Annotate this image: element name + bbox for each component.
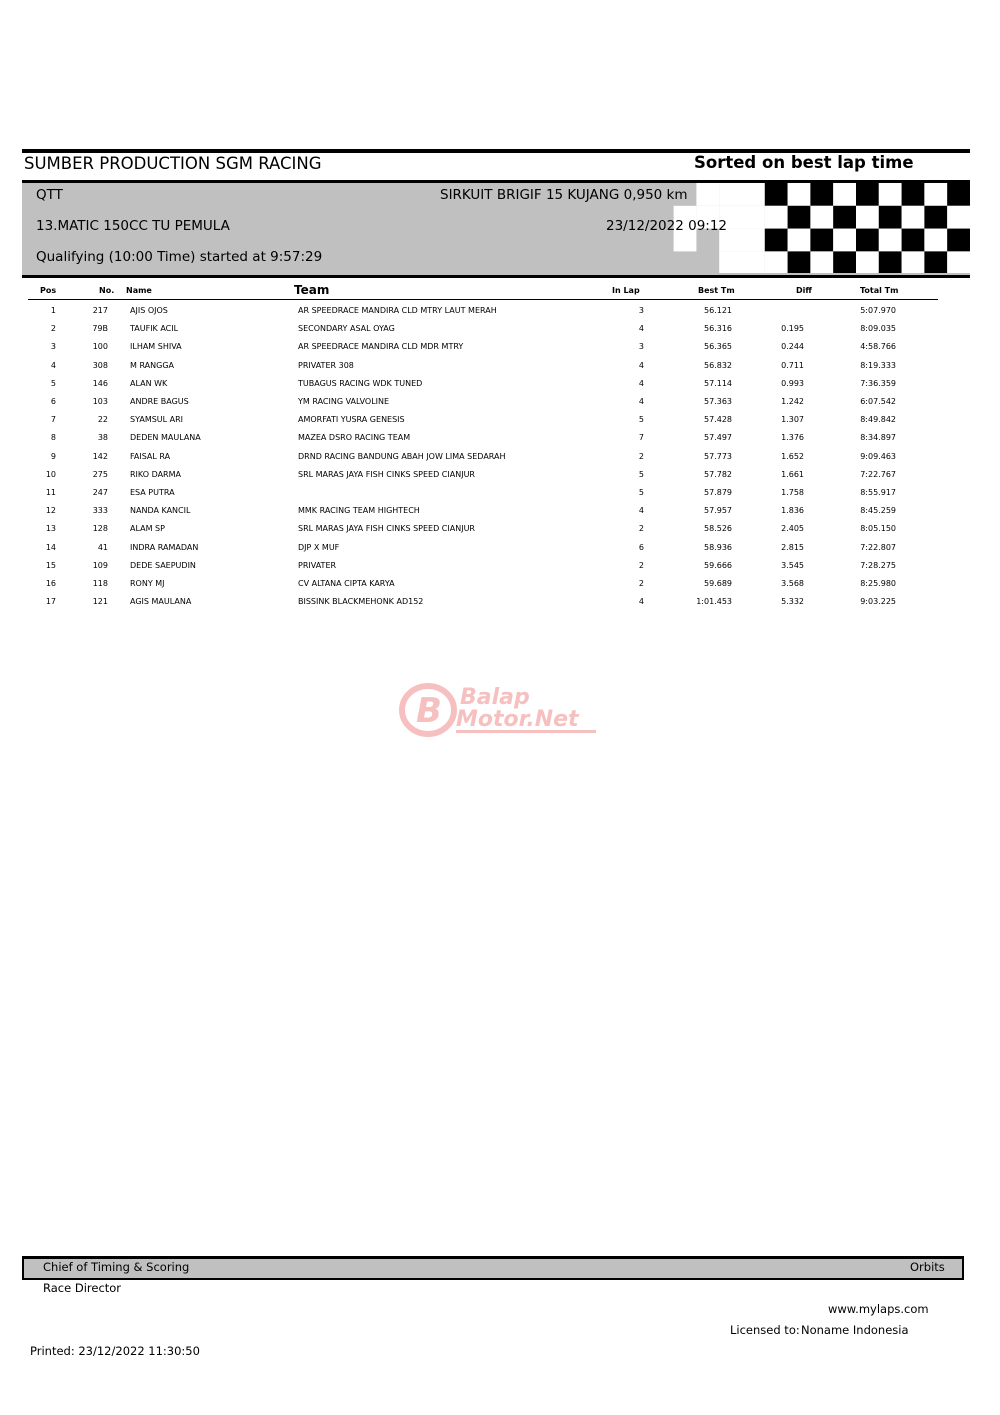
licensed-to-label: Licensed to: <box>730 1323 800 1337</box>
table-row <box>0 397 1000 415</box>
number-cell: 103 <box>92 397 108 406</box>
checker-cell <box>902 251 925 273</box>
total-time-cell: 7:28.275 <box>860 560 896 570</box>
table-row <box>0 597 1000 615</box>
chief-of-timing-label: Chief of Timing & Scoring <box>43 1260 190 1274</box>
checker-cell <box>742 183 765 206</box>
table-row <box>0 342 1000 360</box>
in-lap-cell: 7 <box>638 433 644 443</box>
in-lap-cell: 6 <box>638 542 644 552</box>
in-lap-cell: 2 <box>638 560 644 570</box>
checker-cell <box>742 251 765 273</box>
team-cell: SRL MARAS JAYA FISH CINKS SPEED CIANJUR <box>298 524 475 534</box>
checker-cell <box>879 183 902 206</box>
checker-cell <box>742 206 765 229</box>
position-cell: 2 <box>50 324 56 334</box>
checker-cell <box>765 206 788 229</box>
total-time-cell: 8:05.150 <box>860 524 896 534</box>
table-row <box>0 415 1000 433</box>
diff-cell: 0.711 <box>781 360 804 370</box>
rider-name-cell: TAUFIK ACIL <box>130 324 179 334</box>
checker-cell <box>879 229 902 252</box>
team-cell: AR SPEEDRACE MANDIRA CLD MDR MTRY <box>298 342 464 352</box>
team-cell: TUBAGUS RACING WDK TUNED <box>298 378 423 388</box>
in-lap-cell: 4 <box>638 397 644 406</box>
table-row <box>0 543 1000 561</box>
number-cell: 128 <box>92 524 108 534</box>
best-time-cell: 56.121 <box>704 306 732 315</box>
team-cell: MAZEA DSRO RACING TEAM <box>298 433 411 443</box>
best-time-cell: 56.316 <box>704 324 732 334</box>
checker-cell <box>810 206 833 229</box>
website-label: www.mylaps.com <box>828 1302 929 1316</box>
diff-cell: 2.405 <box>781 524 804 534</box>
number-cell: 247 <box>92 488 108 497</box>
number-cell: 118 <box>92 579 108 588</box>
checker-cell <box>742 229 765 252</box>
checker-cell <box>833 251 856 273</box>
checker-cell <box>788 251 811 273</box>
checker-cell <box>856 229 879 252</box>
rider-name-cell: AGIS MAULANA <box>130 597 192 607</box>
position-cell: 3 <box>50 342 56 352</box>
checker-cell <box>947 229 970 252</box>
column-header-team: Team <box>294 283 330 297</box>
in-lap-cell: 4 <box>638 506 644 516</box>
team-cell: MMK RACING TEAM HIGHTECH <box>298 506 420 516</box>
position-cell: 1 <box>50 306 56 315</box>
best-time-cell: 59.666 <box>704 560 732 570</box>
organizer-title: SUMBER PRODUCTION SGM RACING <box>24 154 322 173</box>
checker-cell <box>947 206 970 229</box>
race-director-label: Race Director <box>43 1281 122 1295</box>
checker-cell <box>902 183 925 206</box>
checker-cell <box>788 229 811 252</box>
column-header-best: Best Tm <box>698 286 735 295</box>
diff-cell: 1.836 <box>781 506 804 516</box>
best-time-cell: 57.363 <box>704 397 732 406</box>
checker-cell <box>765 183 788 206</box>
team-cell: PRIVATER 308 <box>298 360 354 370</box>
checker-cell <box>833 206 856 229</box>
best-time-cell: 1:01.453 <box>696 597 732 607</box>
best-time-cell: 57.879 <box>704 488 732 497</box>
diff-cell: 1.652 <box>781 451 804 461</box>
sort-note: Sorted on best lap time <box>694 153 914 172</box>
checker-cell <box>947 183 970 206</box>
column-header-in-lap: In Lap <box>612 286 640 295</box>
rider-name-cell: DEDEN MAULANA <box>130 433 201 443</box>
checker-cell <box>788 206 811 229</box>
table-row <box>0 306 1000 324</box>
number-cell: 217 <box>92 306 108 315</box>
number-cell: 121 <box>92 597 108 607</box>
rider-name-cell: ALAM SP <box>130 524 165 534</box>
checker-cell <box>856 183 879 206</box>
checker-cell <box>810 251 833 273</box>
rider-name-cell: NANDA KANCIL <box>130 506 191 516</box>
in-lap-cell: 5 <box>638 469 644 479</box>
position-cell: 5 <box>50 378 56 388</box>
diff-cell: 3.545 <box>781 560 804 570</box>
team-cell: SRL MARAS JAYA FISH CINKS SPEED CIANJUR <box>298 469 475 479</box>
watermark-line2: Motor.Net <box>456 707 579 732</box>
total-time-cell: 4:58.766 <box>860 342 896 352</box>
watermark-line1: Balap <box>460 685 530 710</box>
checker-cell <box>856 206 879 229</box>
position-cell: 8 <box>50 433 56 443</box>
number-cell: 41 <box>97 542 108 552</box>
in-lap-cell: 4 <box>638 360 644 370</box>
team-cell: PRIVATER <box>298 560 337 570</box>
best-time-cell: 57.773 <box>704 451 732 461</box>
in-lap-cell: 4 <box>638 324 644 334</box>
checker-cell <box>902 229 925 252</box>
diff-cell: 0.195 <box>781 324 804 334</box>
number-cell: 22 <box>97 415 108 425</box>
rider-name-cell: AJIS OJOS <box>130 306 168 315</box>
rider-name-cell: SYAMSUL ARI <box>130 415 184 425</box>
total-time-cell: 7:22.767 <box>860 469 896 479</box>
in-lap-cell: 2 <box>638 579 644 588</box>
total-time-cell: 8:25.980 <box>860 579 896 588</box>
in-lap-cell: 4 <box>638 597 644 607</box>
team-cell: YM RACING VALVOLINE <box>298 397 390 406</box>
checker-cell <box>924 183 947 206</box>
checker-cell <box>810 183 833 206</box>
number-cell: 333 <box>92 506 108 516</box>
checker-cell <box>833 183 856 206</box>
total-time-cell: 9:09.463 <box>860 451 896 461</box>
table-row <box>0 452 1000 470</box>
total-time-cell: 8:55.917 <box>860 488 896 497</box>
in-lap-cell: 2 <box>638 451 644 461</box>
diff-cell: 0.244 <box>781 342 804 352</box>
best-time-cell: 58.526 <box>704 524 732 534</box>
team-cell: DRND RACING BANDUNG ABAH JOW LIMA SEDARAH <box>298 451 506 461</box>
number-cell: 109 <box>92 560 108 570</box>
total-time-cell: 9:03.225 <box>860 597 896 607</box>
rider-name-cell: M RANGGA <box>130 360 175 370</box>
diff-cell: 1.661 <box>781 469 804 479</box>
checker-cell <box>765 229 788 252</box>
session-info: Qualifying (10:00 Time) started at 9:57:29 <box>36 249 323 265</box>
best-time-cell: 57.782 <box>704 469 732 479</box>
session-code: QTT <box>36 187 63 203</box>
rider-name-cell: INDRA RAMADAN <box>130 542 199 552</box>
position-cell: 12 <box>45 506 56 516</box>
total-time-cell: 8:45.259 <box>860 506 896 516</box>
licensee-name: Noname Indonesia <box>801 1323 909 1337</box>
checker-cell <box>833 229 856 252</box>
table-row <box>0 506 1000 524</box>
table-row <box>0 433 1000 451</box>
table-row <box>0 379 1000 397</box>
checker-cell <box>788 183 811 206</box>
rider-name-cell: ESA PUTRA <box>130 488 175 497</box>
diff-cell: 1.307 <box>781 415 804 425</box>
checker-cell <box>696 183 719 206</box>
number-cell: 146 <box>92 378 108 388</box>
best-time-cell: 59.689 <box>704 579 732 588</box>
position-cell: 14 <box>45 542 56 552</box>
total-time-cell: 7:36.359 <box>860 378 896 388</box>
table-row <box>0 488 1000 506</box>
diff-cell: 1.758 <box>781 488 804 497</box>
number-cell: 308 <box>92 360 108 370</box>
table-row <box>0 561 1000 579</box>
printed-timestamp: Printed: 23/12/2022 11:30:50 <box>30 1344 200 1358</box>
team-cell: CV ALTANA CIPTA KARYA <box>298 579 395 588</box>
in-lap-cell: 2 <box>638 524 644 534</box>
total-time-cell: 8:19.333 <box>860 360 896 370</box>
watermark-logo <box>398 678 603 738</box>
team-cell: DJP X MUF <box>298 542 340 552</box>
team-cell: AR SPEEDRACE MANDIRA CLD MTRY LAUT MERAH <box>298 306 497 315</box>
checker-cell <box>719 251 742 273</box>
header-underline <box>28 299 938 300</box>
in-lap-cell: 5 <box>638 415 644 425</box>
in-lap-cell: 4 <box>638 378 644 388</box>
rider-name-cell: RONY MJ <box>130 579 165 588</box>
session-datetime: 23/12/2022 09:12 <box>606 218 728 234</box>
position-cell: 4 <box>50 360 56 370</box>
checker-cell <box>902 206 925 229</box>
rider-name-cell: ALAN WK <box>130 378 168 388</box>
position-cell: 17 <box>45 597 56 607</box>
position-cell: 15 <box>45 560 56 570</box>
total-time-cell: 7:22.807 <box>860 542 896 552</box>
best-time-cell: 57.957 <box>704 506 732 516</box>
checker-cell <box>924 206 947 229</box>
table-row <box>0 524 1000 542</box>
diff-cell: 2.815 <box>781 542 804 552</box>
position-cell: 7 <box>50 415 56 425</box>
checker-cell <box>924 229 947 252</box>
in-lap-cell: 3 <box>638 342 644 352</box>
rider-name-cell: ILHAM SHIVA <box>130 342 182 352</box>
best-time-cell: 57.114 <box>704 378 732 388</box>
rider-name-cell: ANDRE BAGUS <box>130 397 189 406</box>
rider-name-cell: DEDE SAEPUDIN <box>130 560 196 570</box>
team-cell: SECONDARY ASAL OYAG <box>298 324 395 334</box>
best-time-cell: 56.365 <box>704 342 732 352</box>
best-time-cell: 57.497 <box>704 433 732 443</box>
table-row <box>0 579 1000 597</box>
checker-cell <box>879 251 902 273</box>
diff-cell: 1.242 <box>781 397 804 406</box>
position-cell: 10 <box>45 469 56 479</box>
checker-cell <box>947 251 970 273</box>
column-header-pos: Pos <box>40 286 57 295</box>
rider-name-cell: RIKO DARMA <box>130 469 181 479</box>
orbits-label: Orbits <box>910 1260 945 1274</box>
in-lap-cell: 3 <box>638 306 644 315</box>
number-cell: 100 <box>92 342 108 352</box>
diff-cell: 5.332 <box>781 597 804 607</box>
total-time-cell: 8:49.842 <box>860 415 896 425</box>
position-cell: 13 <box>45 524 56 534</box>
team-cell: AMORFATI YUSRA GENESIS <box>298 415 405 425</box>
column-header-total: Total Tm <box>860 286 899 295</box>
svg-text:B: B <box>416 691 442 731</box>
best-time-cell: 58.936 <box>704 542 732 552</box>
circuit-name: SIRKUIT BRIGIF 15 KUJANG 0,950 km <box>440 187 688 203</box>
table-row <box>0 470 1000 488</box>
checker-cell <box>879 206 902 229</box>
number-cell: 142 <box>92 451 108 461</box>
column-header-diff: Diff <box>796 286 812 295</box>
table-row <box>0 361 1000 379</box>
diff-cell: 1.376 <box>781 433 804 443</box>
diff-cell: 0.993 <box>781 378 804 388</box>
number-cell: 79B <box>92 324 108 334</box>
class-name: 13.MATIC 150CC TU PEMULA <box>36 218 230 234</box>
checker-cell <box>810 229 833 252</box>
position-cell: 16 <box>45 579 56 588</box>
best-time-cell: 56.832 <box>704 360 732 370</box>
checker-cell <box>719 183 742 206</box>
total-time-cell: 8:34.897 <box>860 433 896 443</box>
column-header-no: No. <box>99 286 115 295</box>
position-cell: 11 <box>45 488 56 497</box>
team-cell: BISSINK BLACKMEHONK AD152 <box>298 597 424 607</box>
diff-cell: 3.568 <box>781 579 804 588</box>
checker-cell <box>856 251 879 273</box>
column-header-name: Name <box>126 286 152 295</box>
number-cell: 38 <box>97 433 108 443</box>
position-cell: 6 <box>50 397 56 406</box>
total-time-cell: 6:07.542 <box>860 397 896 406</box>
best-time-cell: 57.428 <box>704 415 732 425</box>
in-lap-cell: 5 <box>638 488 644 497</box>
checker-cell <box>924 251 947 273</box>
number-cell: 275 <box>92 469 108 479</box>
total-time-cell: 5:07.970 <box>860 306 896 315</box>
position-cell: 9 <box>50 451 56 461</box>
rider-name-cell: FAISAL RA <box>130 451 171 461</box>
table-row <box>0 324 1000 342</box>
checker-cell <box>765 251 788 273</box>
total-time-cell: 8:09.035 <box>860 324 896 334</box>
